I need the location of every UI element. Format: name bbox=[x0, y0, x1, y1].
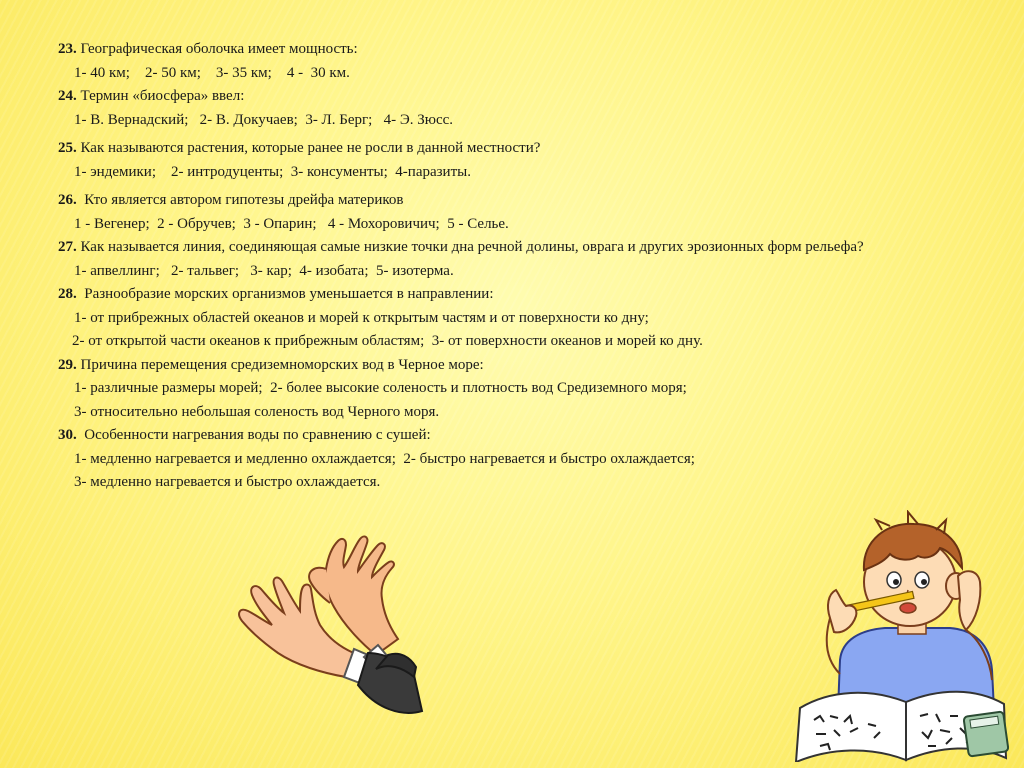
question-text: Как называются растения, которые ранее не росли в данной местности? bbox=[76, 140, 541, 156]
question-number: 29. bbox=[58, 356, 77, 373]
answer-options: 1- эндемики; 2- интродуценты; 3- консументы; 4-паразиты. bbox=[74, 163, 471, 180]
question-number: 24. bbox=[58, 88, 77, 104]
question-28 bbox=[58, 283, 1008, 354]
question-number: 28. bbox=[58, 286, 77, 302]
answer-option-line: 1- медленно нагревается и медленно охлаждается; 2- быстро нагревается и быстро охлаждается; bbox=[74, 450, 695, 467]
question-24 bbox=[58, 85, 1008, 132]
question-number: 26. bbox=[58, 192, 77, 208]
question-number: 23. bbox=[58, 41, 77, 57]
question-number: 27. bbox=[58, 239, 77, 255]
question-number: 30. bbox=[58, 427, 77, 443]
question-text: Особенности нагревания воды по сравнению с сушей: bbox=[76, 427, 431, 443]
question-25 bbox=[58, 137, 1008, 184]
question-number: 25. bbox=[58, 140, 77, 156]
answer-option-line: 2- от открытой части океанов к прибрежным областям; 3- от поверхности океанов и морей ко дну. bbox=[72, 333, 703, 349]
answer-options: 1 - Вегенер; 2 - Обручев; 3 - Опарин; 4 - Мохоровичич; 5 - Селье. bbox=[74, 215, 509, 232]
answer-options: 1- апвеллинг; 2- тальвег; 3- кар; 4- изобата; 5- изотерма. bbox=[74, 262, 454, 279]
answer-options: 1- В. Вернадский; 2- В. Докучаев; 3- Л. Берг; 4- Э. Зюсс. bbox=[74, 111, 454, 128]
question-list bbox=[58, 38, 1008, 495]
question-text: Термин «биосфера» ввел: bbox=[76, 88, 245, 104]
question-27 bbox=[58, 236, 1008, 283]
clapping-hands-icon bbox=[226, 525, 426, 725]
question-text: Причина перемещения средиземноморских вод в Черное море: bbox=[76, 356, 484, 373]
question-26 bbox=[58, 189, 1008, 236]
answer-option-line: 3- относительно небольшая соленость вод Черного моря. bbox=[74, 403, 440, 420]
question-23 bbox=[58, 38, 1008, 85]
question-text: Как называется линия, соединяющая самые низкие точки дна речной долины, оврага и других эрозионных форм рельефа? bbox=[76, 239, 864, 255]
question-29 bbox=[58, 354, 1008, 425]
answer-option-line: 3- медленно нагревается и быстро охлаждается. bbox=[74, 474, 381, 490]
question-text: Кто является автором гипотезы дрейфа материков bbox=[76, 192, 404, 208]
boy-reading-book-icon bbox=[790, 510, 1014, 762]
question-text: Географическая оболочка имеет мощность: bbox=[76, 41, 358, 57]
question-text: Разнообразие морских организмов уменьшается в направлении: bbox=[76, 286, 494, 302]
answer-option-line: 1- различные размеры морей; 2- более высокие соленость и плотность вод Средиземного моря; bbox=[74, 380, 687, 396]
answer-option-line: 1- от прибрежных областей океанов и морей к открытым частям и от поверхности ко дну; bbox=[74, 309, 649, 326]
answer-options: 1- 40 км; 2- 50 км; 3- 35 км; 4 - 30 км. bbox=[74, 64, 350, 81]
question-30 bbox=[58, 424, 1008, 495]
